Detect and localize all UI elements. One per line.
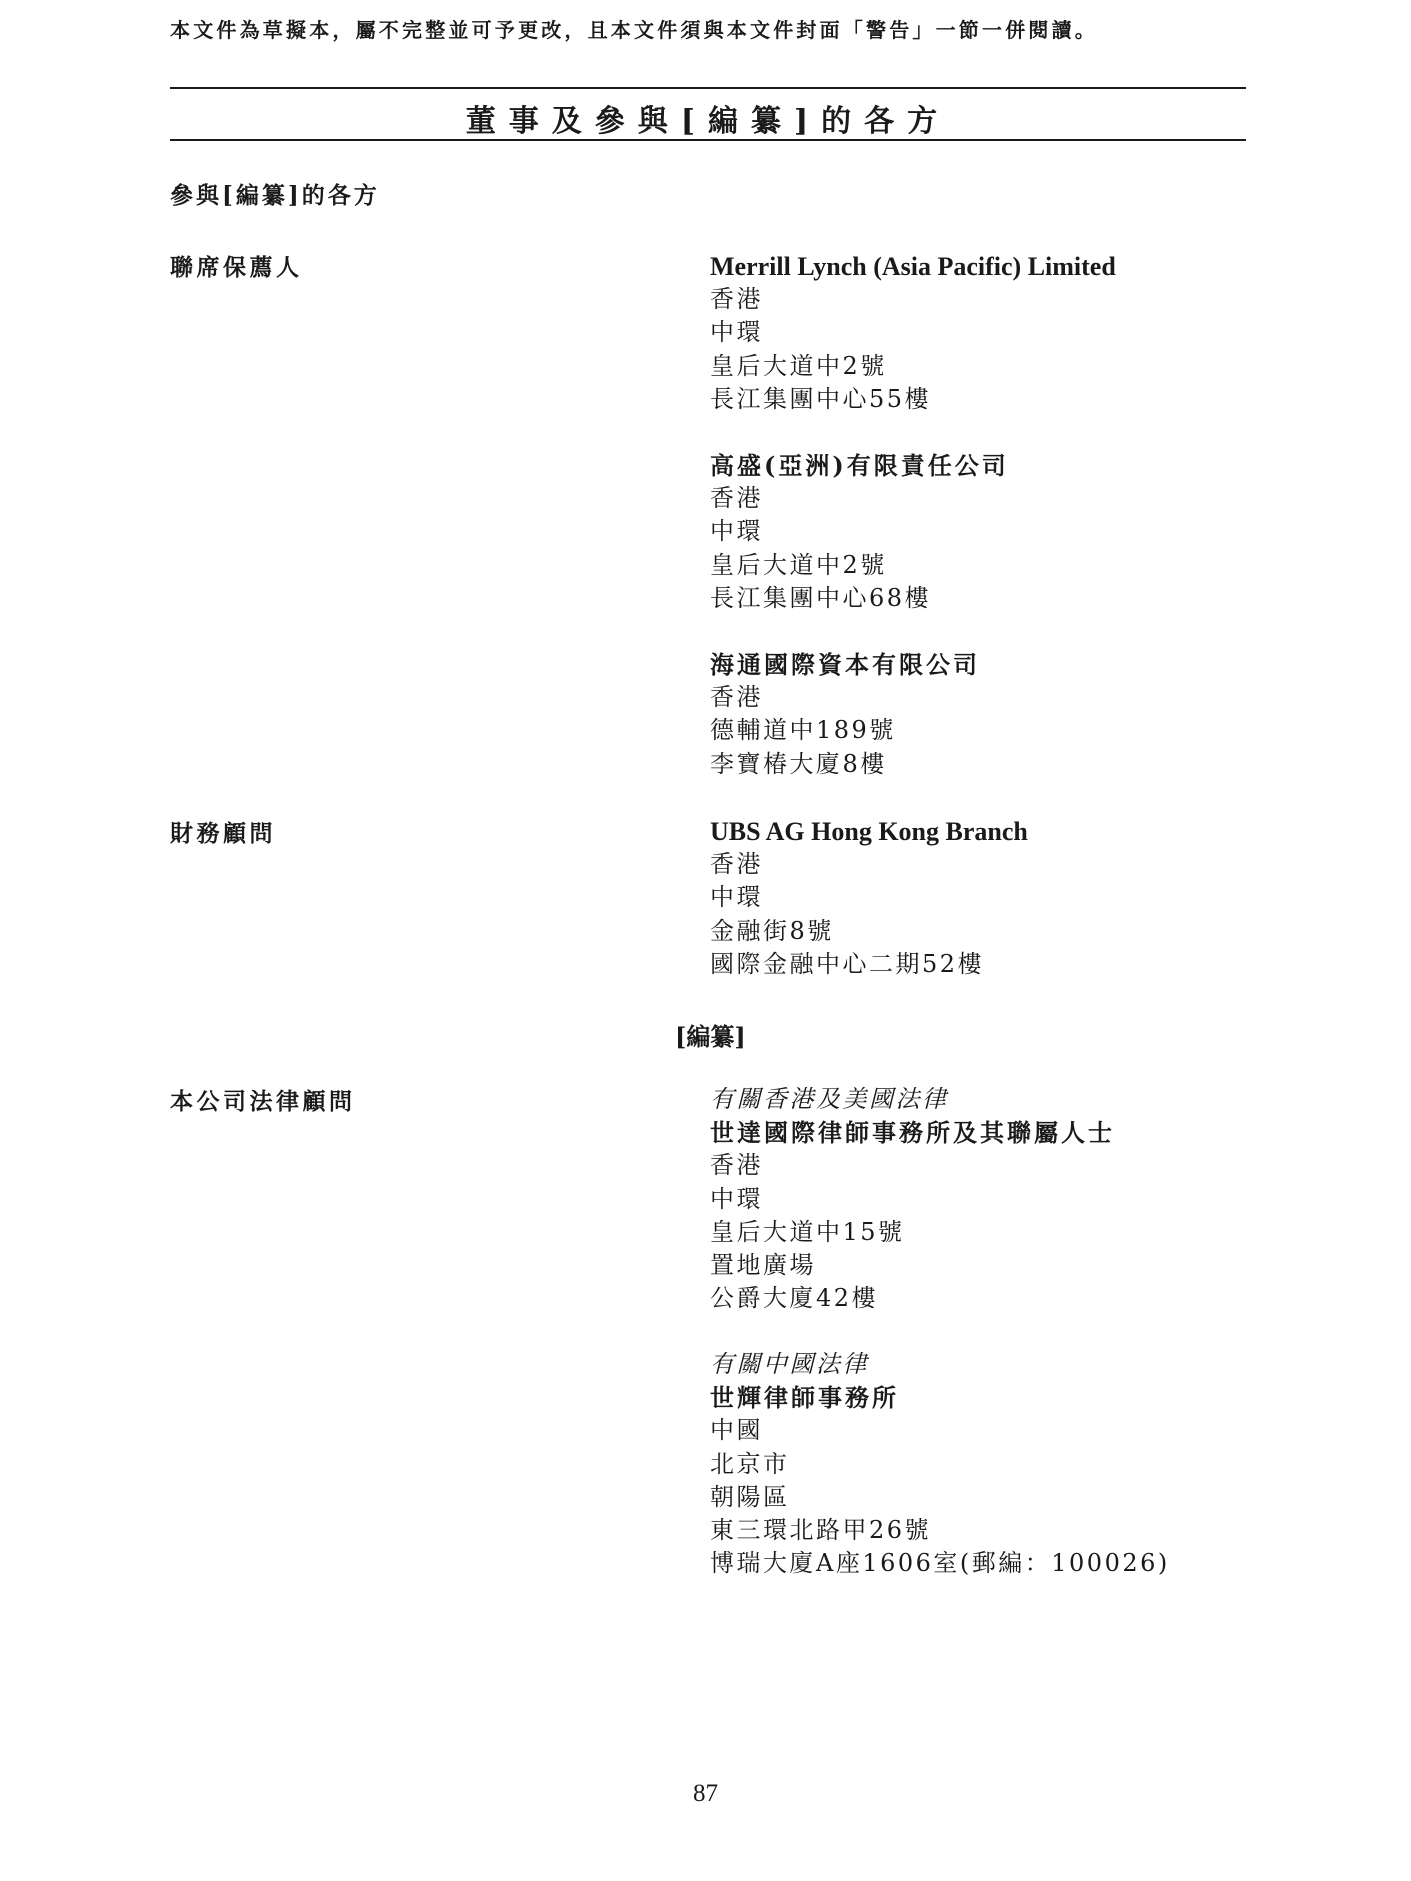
entity-name: UBS AG Hong Kong Branch [710,817,1028,846]
jurisdiction-scope: 有關中國法律 [710,1350,869,1378]
address-line: 皇后大道中2號 [710,351,887,380]
title-top-rule [170,87,1246,89]
entity-name: 高盛(亞洲)有限責任公司 [710,451,1009,480]
sponsor-entry-merrill-lynch [710,250,1116,416]
financial-adviser-entry-ubs [710,815,1028,981]
address-line: 中環 [710,318,763,347]
financial-adviser-label: 財務顧問 [170,820,276,847]
entity-name: 海通國際資本有限公司 [710,650,980,679]
address-line: 中環 [710,883,763,912]
address-line: 朝陽區 [710,1482,790,1511]
address-line: 北京市 [710,1449,790,1478]
entity-name: 世輝律師事務所 [710,1383,899,1413]
entity-name: Merrill Lynch (Asia Pacific) Limited [710,252,1116,281]
address-line: 置地廣場 [710,1250,816,1279]
page-title: 董事及參與[編纂]的各方 [465,104,951,139]
sponsor-entry-haitong [710,648,980,781]
address-line: 德輔道中189號 [710,716,896,745]
address-line: 香港 [710,484,763,513]
address-line: 李寶椿大廈8樓 [710,749,887,778]
page-number: 87 [693,1780,718,1807]
redacted-marker: [編纂] [675,1022,746,1051]
address-line: 皇后大道中2號 [710,550,887,579]
address-line: 長江集團中心55樓 [710,384,932,413]
address-line: 公爵大廈42樓 [710,1284,879,1313]
joint-sponsors-label: 聯席保薦人 [170,254,303,281]
address-line: 國際金融中心二期52樓 [710,949,985,978]
address-line: 博瑞大廈A座1606室(郵編：100026) [710,1549,1170,1578]
title-bottom-rule [170,139,1246,141]
legal-advisers-label: 本公司法律顧問 [170,1088,356,1115]
address-line: 長江集團中心68樓 [710,583,932,612]
section-heading: 參與[編纂]的各方 [170,182,380,209]
address-line: 香港 [710,850,763,879]
address-line: 金融街8號 [710,916,834,945]
address-line: 中環 [710,1184,763,1213]
sponsor-entry-goldman-sachs [710,449,1009,615]
address-line: 中環 [710,517,763,546]
address-line: 香港 [710,285,763,314]
address-line: 中國 [710,1416,763,1445]
address-line: 皇后大道中15號 [710,1217,905,1246]
address-line: 香港 [710,683,763,712]
address-line: 香港 [710,1151,763,1180]
address-line: 東三環北路甲26號 [710,1515,932,1544]
entity-name: 世達國際律師事務所及其聯屬人士 [710,1118,1115,1148]
legal-adviser-entry-shihui [710,1348,1170,1580]
jurisdiction-scope: 有關香港及美國法律 [710,1085,949,1113]
draft-disclaimer: 本文件為草擬本，屬不完整並可予更改，且本文件須與本文件封面「警告」一節一併閱讀。 [170,18,1098,42]
legal-adviser-entry-skadden [710,1083,1115,1315]
